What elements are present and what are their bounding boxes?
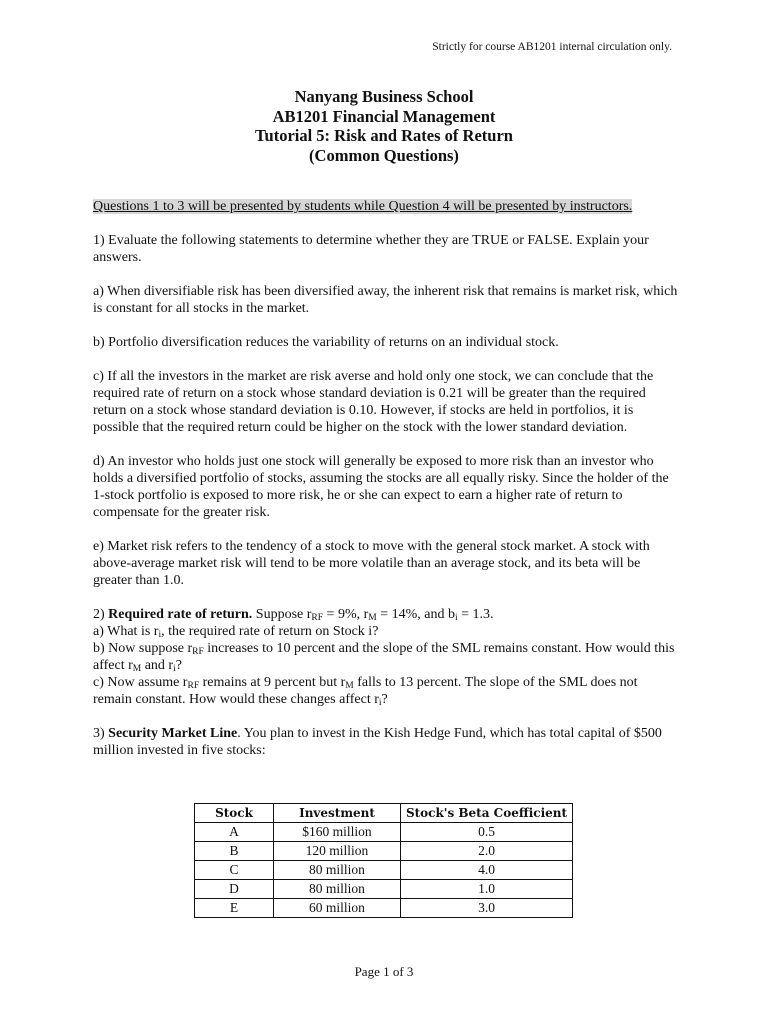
subscript: M bbox=[132, 664, 142, 674]
cell-investment: 80 million bbox=[274, 880, 401, 899]
q2-text: a) What is r bbox=[93, 624, 159, 639]
stock-table bbox=[194, 803, 573, 918]
q3-number: 3) bbox=[93, 726, 109, 741]
q2-text: = 14%, and b bbox=[376, 607, 456, 622]
document-body bbox=[93, 198, 678, 776]
q2-text: increases to 10 percent and the slope of the SML remains constant. How would this affect r bbox=[93, 641, 675, 673]
subscript: RF bbox=[187, 681, 200, 691]
cell-investment: 120 million bbox=[274, 842, 401, 861]
q2-heading: Required rate of return. bbox=[108, 607, 253, 622]
table-header-row bbox=[195, 804, 573, 823]
subscript: RF bbox=[311, 613, 324, 623]
subscript: i bbox=[378, 698, 382, 708]
q1-statement-d: d) An investor who holds just one stock will generally be exposed to more risk than an investor who holds a diversified portfolio of stocks, assuming the stocks are all equally risky. Since the holder of the 1-stock portfolio is exposed to more risk, he or she can expect to earn a higher rate of return to compensate for the greater risk. bbox=[93, 454, 669, 520]
tutorial-subtitle: (Common Questions) bbox=[309, 145, 459, 165]
intro-highlight: Questions 1 to 3 will be presented by students while Question 4 will be presented by instructors. bbox=[93, 199, 633, 214]
q2-text: c) Now assume r bbox=[93, 675, 188, 690]
q2-text: Suppose r bbox=[252, 607, 312, 622]
cell-beta: 2.0 bbox=[401, 842, 573, 861]
q1-statement-c: c) If all the investors in the market are risk averse and hold only one stock, we can conclude that the required rate of return on a stock whose standard deviation is 0.21 will be greater than the required return on a stock whose standard deviation is 0.10. However, if stocks are held in portfolios, it is possible that the required return could be higher on the stock with the lower standard deviation. bbox=[93, 369, 654, 435]
column-header-beta: Stock's Beta Coefficient bbox=[401, 804, 573, 823]
q2-text: falls to 13 percent. The slope of the SML does not remain constant. How would these changes affect r bbox=[93, 675, 638, 707]
subscript: i bbox=[173, 664, 176, 674]
school-name: Nanyang Business School bbox=[294, 87, 474, 106]
q2-text: remains at 9 percent but r bbox=[199, 675, 346, 690]
table-row bbox=[195, 842, 573, 861]
cell-beta: 3.0 bbox=[401, 899, 573, 918]
table-row bbox=[195, 823, 573, 842]
q2-block bbox=[93, 606, 678, 708]
q2-text: and r bbox=[141, 658, 174, 673]
q1-statement-a: a) When diversifiable risk has been diversified away, the inherent risk that remains is market risk, which is constant for all stocks in the market. bbox=[93, 284, 678, 316]
column-header-investment: Investment bbox=[274, 804, 401, 823]
course-name: AB1201 Financial Management bbox=[272, 106, 496, 126]
cell-investment: $160 million bbox=[274, 823, 401, 842]
q2-text: = 9%, r bbox=[323, 607, 369, 622]
q2-part-a bbox=[93, 624, 378, 639]
tutorial-title: Tutorial 5: Risk and Rates of Return bbox=[255, 126, 513, 145]
cell-stock: B bbox=[195, 842, 274, 861]
cell-stock: A bbox=[195, 823, 274, 842]
table-row bbox=[195, 880, 573, 899]
cell-beta: 1.0 bbox=[401, 880, 573, 899]
cell-beta: 0.5 bbox=[401, 823, 573, 842]
cell-investment: 60 million bbox=[274, 899, 401, 918]
column-header-stock: Stock bbox=[195, 804, 274, 823]
cell-stock: D bbox=[195, 880, 274, 899]
cell-stock: E bbox=[195, 899, 274, 918]
q1-statement-e: e) Market risk refers to the tendency of a stock to move with the general stock market. A stock with above-average market risk will tend to be more volatile than an average stock, and its beta will be greater than 1.0. bbox=[93, 539, 650, 588]
subscript: i bbox=[455, 613, 458, 623]
page-number: Page 1 of 3 bbox=[354, 964, 414, 979]
q2-text: ? bbox=[381, 692, 388, 707]
document-title bbox=[0, 87, 768, 165]
cell-beta: 4.0 bbox=[401, 861, 573, 880]
q2-number: 2) bbox=[93, 607, 109, 622]
q3-text: . You plan to invest in the Kish Hedge Fund, which has total capital of $500 million invested in five stocks: bbox=[93, 726, 662, 758]
subscript: RF bbox=[192, 647, 204, 657]
q3-block bbox=[93, 725, 678, 759]
subscript: M bbox=[345, 681, 354, 691]
q2-part-c bbox=[93, 675, 638, 707]
q3-heading: Security Market Line bbox=[108, 726, 238, 741]
q2-part-b bbox=[93, 641, 675, 673]
q2-text: = 1.3. bbox=[457, 607, 494, 622]
table-row bbox=[195, 899, 573, 918]
q2-text: b) Now suppose r bbox=[93, 641, 193, 656]
cell-stock: C bbox=[195, 861, 274, 880]
cell-investment: 80 million bbox=[274, 861, 401, 880]
q2-text: ? bbox=[175, 658, 182, 673]
table-row bbox=[195, 861, 573, 880]
subscript: M bbox=[368, 613, 377, 623]
subscript: i bbox=[158, 630, 162, 640]
q2-text: , the required rate of return on Stock i? bbox=[161, 624, 379, 639]
q1-prompt: 1) Evaluate the following statements to determine whether they are TRUE or FALSE. Explain your answers. bbox=[93, 233, 649, 265]
q1-statement-b: b) Portfolio diversification reduces the variability of returns on an individual stock. bbox=[93, 335, 559, 350]
circulation-notice: Strictly for course AB1201 internal circulation only. bbox=[432, 41, 672, 53]
intro-paragraph bbox=[93, 198, 678, 215]
